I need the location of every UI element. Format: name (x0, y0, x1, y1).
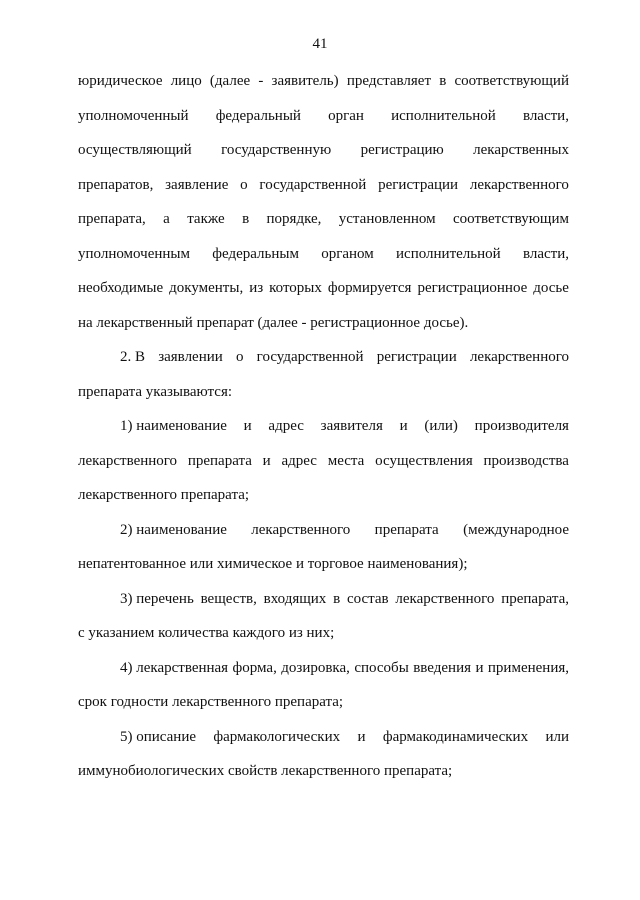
text-line (78, 237, 569, 272)
word: или (545, 728, 569, 745)
word: регистрации (378, 176, 459, 193)
word: введения (413, 659, 471, 676)
text-line (78, 444, 569, 479)
word: 4) лекарственная (120, 659, 229, 676)
word: заявителя (320, 418, 383, 434)
word: орган (328, 107, 364, 124)
word: лекарственного (78, 452, 178, 469)
word: о (240, 176, 248, 193)
word: государственную (221, 142, 332, 158)
word: лицо (170, 73, 202, 89)
word: исполнительной (391, 107, 496, 124)
word: лекарственного (469, 349, 569, 365)
word: необходимые (78, 280, 164, 296)
word: из (249, 280, 264, 296)
word: государственной (256, 349, 364, 365)
word: места (327, 452, 365, 469)
word: фармакодинамических (382, 728, 529, 745)
word: 2) наименование (120, 521, 227, 538)
text-line (78, 754, 569, 789)
page-number: 41 (312, 36, 328, 52)
word: заявление (165, 176, 229, 193)
word: федеральный (215, 107, 301, 124)
text-line (78, 306, 569, 341)
word: фармакологических (213, 728, 341, 745)
word: состав (346, 590, 389, 607)
line-text: непатентованное или химическое и торговое наименования); (78, 556, 468, 572)
word: уполномоченным (78, 245, 190, 262)
word: уполномоченный (78, 107, 189, 124)
text-line (78, 340, 569, 375)
word: препаратов, (78, 176, 154, 193)
text-line (78, 651, 569, 686)
line-text: лекарственного препарата; (78, 487, 250, 503)
text-line (78, 375, 569, 410)
paragraph (78, 720, 569, 789)
word: в (333, 590, 341, 607)
word: власти, (522, 245, 569, 262)
word: исполнительной (396, 245, 501, 262)
word: которых (269, 280, 322, 296)
word: формируется (327, 280, 412, 296)
word: (далее (209, 73, 251, 89)
paragraph (78, 64, 569, 340)
text-line (78, 133, 569, 168)
paragraph (78, 582, 569, 651)
word: адрес (268, 418, 304, 434)
text-line (78, 720, 569, 755)
word: (международное (463, 521, 569, 538)
word: лекарственных (473, 142, 569, 158)
text-line (78, 99, 569, 134)
word: 3) перечень (120, 590, 194, 607)
word: и (399, 418, 408, 434)
word: и (475, 659, 484, 676)
word: и (357, 728, 366, 745)
word: 1) наименование (120, 418, 227, 434)
word: - (258, 73, 264, 89)
text-line (78, 271, 569, 306)
word: способы (354, 659, 409, 676)
word: (или) (424, 418, 458, 434)
paragraph (78, 513, 569, 582)
word: входящих (263, 590, 327, 607)
word: производства (483, 452, 569, 469)
word: препарата (374, 521, 439, 538)
word: регистрации (376, 349, 457, 365)
text-line (78, 409, 569, 444)
word: лекарственного (251, 521, 351, 538)
word: заявитель) (271, 73, 339, 89)
word: 2. В (120, 349, 146, 365)
word: органом (321, 245, 374, 262)
word: препарата, (78, 211, 146, 227)
word: в (242, 211, 250, 227)
word: регистрацию (360, 142, 444, 158)
text-line (78, 513, 569, 548)
word: веществ, (200, 590, 257, 607)
word: форма, (232, 659, 277, 676)
word: также (187, 211, 225, 227)
text-line (78, 685, 569, 720)
word: лекарственного (469, 176, 569, 193)
word: порядке, (266, 211, 322, 227)
word: препарата, (501, 590, 569, 607)
word: досье (533, 280, 569, 296)
word: осуществляющий (78, 142, 192, 158)
text-line (78, 202, 569, 237)
word: препарата (187, 452, 252, 469)
word: установленном (338, 211, 436, 227)
paragraph (78, 651, 569, 720)
word: осуществления (375, 452, 473, 469)
word: регистрационное (417, 280, 528, 296)
text-line (78, 547, 569, 582)
text-line (78, 168, 569, 203)
word: и (243, 418, 252, 434)
word: применения, (487, 659, 569, 676)
word: в (439, 73, 447, 89)
paragraph (78, 340, 569, 409)
paragraph (78, 409, 569, 513)
word: производителя (474, 418, 569, 434)
word: адрес (281, 452, 317, 469)
line-text: иммунобиологических свойств лекарственного препарата; (78, 763, 453, 779)
document-body (78, 64, 569, 789)
word: власти, (522, 107, 569, 124)
word: соответствующим (453, 211, 569, 227)
line-text: на лекарственный препарат (далее - регистрационное досье). (78, 314, 469, 331)
line-text: с указанием количества каждого из них; (78, 625, 335, 641)
text-line (78, 582, 569, 617)
word: юридическое (78, 73, 163, 89)
word: федеральным (212, 245, 299, 262)
text-line (78, 64, 569, 99)
text-line (78, 616, 569, 651)
word: документы, (169, 280, 244, 296)
word: дозировка, (281, 659, 350, 676)
word: заявлении (158, 349, 223, 365)
text-line (78, 478, 569, 513)
line-text: срок годности лекарственного препарата; (78, 694, 344, 710)
word: о (235, 349, 244, 365)
word: и (262, 452, 271, 469)
word: лекарственного (395, 590, 495, 607)
line-text: препарата указываются: (78, 383, 233, 400)
word: государственной (259, 176, 367, 193)
word: 5) описание (120, 728, 197, 745)
word: представляет (346, 73, 431, 89)
word: а (163, 211, 170, 227)
word: соответствующий (454, 73, 569, 89)
